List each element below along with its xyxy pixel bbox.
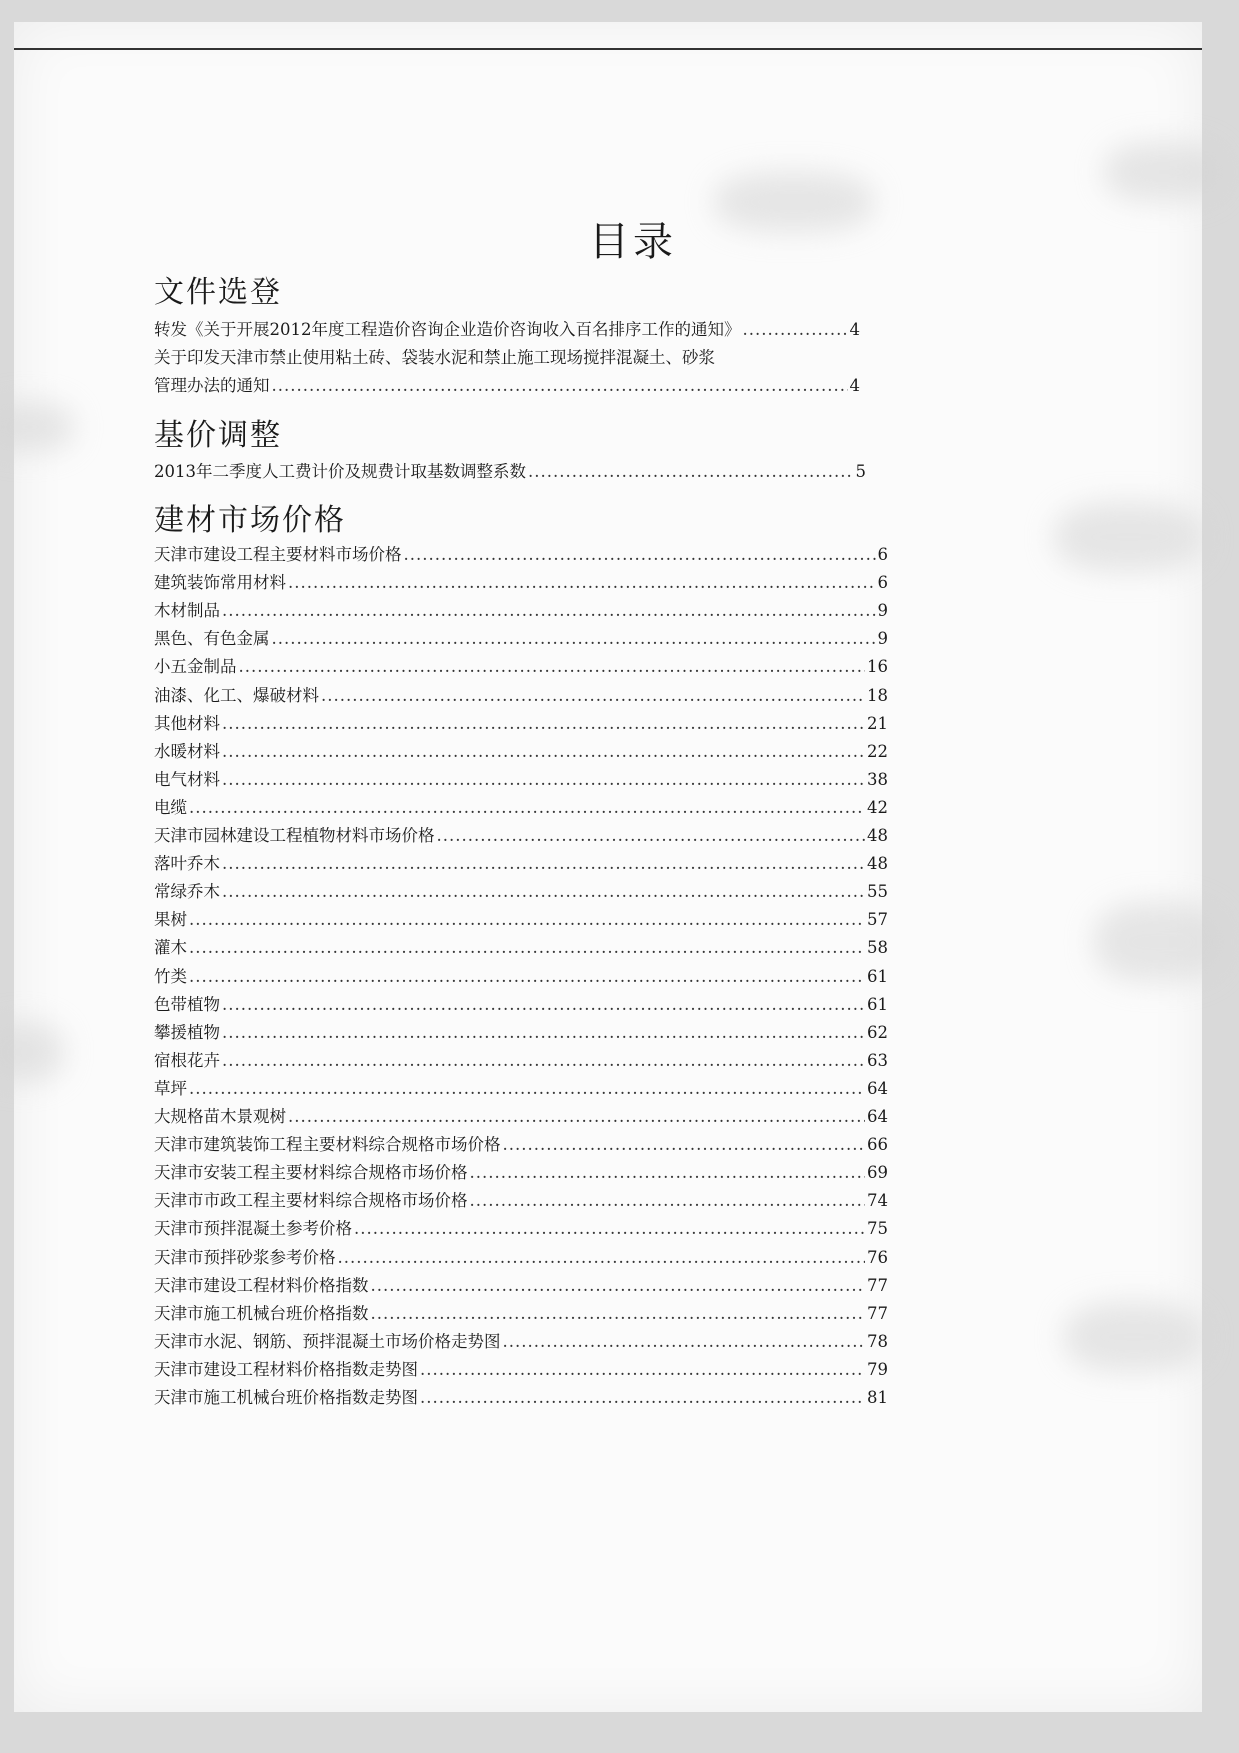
toc-entry[interactable] — [154, 1047, 888, 1073]
toc-entry[interactable] — [154, 597, 888, 623]
toc-page-number: 22 — [867, 741, 888, 761]
toc-entry-label: 天津市施工机械台班价格指数 — [154, 1303, 369, 1323]
toc-entry[interactable] — [154, 906, 888, 932]
toc-page-number: 62 — [867, 1022, 888, 1042]
toc-entry-label: 天津市建设工程材料价格指数走势图 — [154, 1359, 418, 1379]
leader-dots — [338, 1248, 866, 1267]
toc-entry[interactable] — [154, 710, 888, 736]
toc-entry[interactable] — [154, 934, 888, 960]
toc-page-number: 4 — [849, 320, 860, 339]
toc-entry-label: 电气材料 — [154, 769, 220, 789]
toc-page-number: 48 — [867, 854, 888, 874]
toc-entry[interactable] — [154, 1356, 888, 1382]
toc-entry[interactable] — [154, 878, 888, 904]
toc-entry[interactable] — [154, 1187, 888, 1213]
leader-dots — [189, 1079, 865, 1098]
toc-entry[interactable] — [154, 1103, 888, 1129]
toc-page-number: 77 — [867, 1275, 888, 1295]
toc-entry-label: 木材制品 — [154, 601, 220, 621]
toc-entry[interactable] — [154, 1300, 888, 1326]
page-title: 目录 — [589, 219, 677, 265]
leader-dots — [222, 1051, 865, 1070]
toc-page-number: 16 — [867, 657, 888, 677]
scan-smudge — [1094, 902, 1224, 982]
toc-entry-label: 小五金制品 — [154, 657, 237, 677]
toc-page-number: 63 — [867, 1050, 888, 1070]
scan-smudge — [0, 1022, 64, 1082]
toc-entry-label: 天津市建筑装饰工程主要材料综合规格市场价格 — [154, 1135, 501, 1155]
toc-page-number: 48 — [867, 826, 888, 845]
leader-dots — [420, 1388, 865, 1407]
toc-entry-label: 灌木 — [154, 938, 187, 958]
leader-dots — [222, 1023, 865, 1042]
toc-entry[interactable] — [154, 541, 888, 567]
toc-entry-label: 落叶乔木 — [154, 854, 220, 874]
toc-entry-label: 天津市建设工程材料价格指数 — [154, 1275, 369, 1295]
toc-entry[interactable] — [154, 991, 888, 1017]
leader-dots — [528, 462, 854, 481]
leader-dots — [222, 742, 865, 761]
toc-page-number: 79 — [867, 1359, 888, 1379]
toc-page-number: 6 — [877, 573, 888, 593]
toc-page-number: 55 — [867, 882, 888, 902]
toc-page-number: 61 — [867, 966, 888, 986]
toc-page-number: 64 — [867, 1078, 888, 1098]
toc-entry[interactable] — [154, 963, 888, 989]
toc-entry[interactable] — [154, 1215, 888, 1241]
toc-page-number: 38 — [867, 769, 888, 789]
section-heading: 建材市场价格 — [154, 503, 346, 538]
toc-page-number: 9 — [877, 601, 888, 621]
toc-entry-label: 2013年二季度人工费计价及规费计取基数调整系数 — [154, 462, 526, 481]
toc-entry-label: 果树 — [154, 910, 187, 930]
toc-entry-label: 大规格苗木景观树 — [154, 1107, 286, 1126]
toc-page-number: 6 — [877, 545, 888, 564]
toc-entry[interactable] — [154, 682, 888, 708]
toc-page-number: 74 — [867, 1191, 888, 1211]
toc-page-number: 66 — [867, 1135, 888, 1155]
toc-page-number: 76 — [867, 1247, 888, 1267]
toc-page-number: 5 — [855, 462, 866, 481]
toc-entry-label: 攀援植物 — [154, 1022, 220, 1042]
toc-entry[interactable] — [154, 1131, 888, 1157]
leader-dots — [189, 967, 865, 986]
toc-entry-label: 转发《关于开展2012年度工程造价咨询企业造价咨询收入百名排序工作的通知》 — [154, 320, 741, 339]
toc-entry[interactable] — [154, 458, 866, 484]
leader-dots — [222, 995, 865, 1014]
toc-page-number: 21 — [867, 713, 888, 733]
toc-page-number: 9 — [877, 629, 888, 649]
leader-dots — [437, 826, 866, 845]
toc-entry[interactable] — [154, 1019, 888, 1045]
toc-entry[interactable] — [154, 850, 888, 876]
leader-dots — [272, 629, 876, 648]
toc-page-number: 61 — [867, 994, 888, 1014]
toc-entry[interactable] — [154, 372, 860, 398]
leader-dots — [222, 882, 865, 901]
top-rule — [14, 48, 1202, 50]
toc-entry[interactable] — [154, 794, 888, 820]
leader-dots — [288, 1107, 865, 1126]
section-heading: 基价调整 — [154, 418, 282, 453]
toc-entry-label: 色带植物 — [154, 994, 220, 1014]
leader-dots — [222, 601, 876, 620]
leader-dots — [470, 1163, 866, 1182]
toc-entry[interactable] — [154, 822, 888, 848]
toc-entry-label: 油漆、化工、爆破材料 — [154, 685, 319, 705]
leader-dots — [189, 798, 865, 817]
toc-page-number: 77 — [867, 1303, 888, 1323]
toc-entry-label: 天津市施工机械台班价格指数走势图 — [154, 1388, 418, 1407]
toc-entry-label: 黑色、有色金属 — [154, 629, 270, 649]
leader-dots — [404, 545, 876, 564]
toc-entry[interactable] — [154, 316, 860, 342]
toc-entry[interactable] — [154, 569, 888, 595]
toc-entry-label: 其他材料 — [154, 713, 220, 733]
scan-smudge — [1054, 502, 1204, 572]
toc-page-number: 18 — [867, 685, 888, 705]
leader-dots — [189, 910, 865, 929]
leader-dots — [371, 1304, 866, 1323]
toc-page-number: 81 — [867, 1388, 888, 1407]
toc-entry-label: 宿根花卉 — [154, 1050, 220, 1070]
scan-smudge — [0, 402, 74, 452]
leader-dots — [288, 573, 876, 592]
toc-entry[interactable] — [154, 1272, 888, 1298]
leader-dots — [189, 938, 865, 957]
toc-entry-label: 天津市市政工程主要材料综合规格市场价格 — [154, 1191, 468, 1211]
leader-dots — [354, 1219, 865, 1238]
leader-dots — [222, 770, 865, 789]
leader-dots — [503, 1135, 866, 1154]
document-page — [14, 22, 1202, 1712]
toc-entry[interactable] — [154, 1328, 888, 1354]
toc-page-number: 75 — [867, 1219, 888, 1239]
toc-entry[interactable] — [154, 1159, 888, 1185]
leader-dots — [371, 1276, 866, 1295]
scan-smudge — [1104, 142, 1224, 202]
toc-entry-label: 草坪 — [154, 1078, 187, 1098]
toc-entry[interactable] — [154, 625, 888, 651]
toc-entry-label: 天津市预拌混凝土参考价格 — [154, 1219, 352, 1239]
toc-page-number: 69 — [867, 1163, 888, 1183]
leader-dots — [222, 854, 865, 873]
leader-dots — [239, 657, 866, 676]
toc-entry[interactable] — [154, 738, 888, 764]
toc-entry-label: 管理办法的通知 — [154, 376, 270, 395]
toc-entry[interactable] — [154, 1244, 888, 1270]
toc-entry-label: 天津市园林建设工程植物材料市场价格 — [154, 826, 435, 845]
toc-page-number: 64 — [867, 1107, 888, 1126]
toc-entry-label: 水暖材料 — [154, 741, 220, 761]
toc-entry-label: 天津市预拌砂浆参考价格 — [154, 1247, 336, 1267]
toc-page-number: 78 — [867, 1331, 888, 1351]
leader-dots — [743, 320, 848, 339]
toc-entry[interactable] — [154, 1075, 888, 1101]
toc-page-number: 42 — [867, 797, 888, 817]
section-heading: 文件选登 — [154, 275, 282, 310]
leader-dots — [222, 714, 865, 733]
toc-entry[interactable] — [154, 653, 888, 679]
toc-entry[interactable] — [154, 1384, 888, 1410]
toc-page-number: 57 — [867, 910, 888, 930]
leader-dots — [321, 686, 865, 705]
toc-entry-label: 常绿乔木 — [154, 882, 220, 902]
toc-entry-label: 建筑装饰常用材料 — [154, 573, 286, 593]
toc-entry-label-line1: 关于印发天津市禁止使用粘土砖、袋装水泥和禁止施工现场搅拌混凝土、砂浆 — [154, 348, 715, 367]
toc-page-number: 4 — [849, 376, 860, 395]
toc-page-number: 58 — [867, 938, 888, 958]
toc-entry[interactable] — [154, 766, 888, 792]
leader-dots — [272, 376, 848, 395]
toc-entry-label: 电缆 — [154, 797, 187, 817]
toc-entry-label: 竹类 — [154, 966, 187, 986]
toc-entry-label: 天津市水泥、钢筋、预拌混凝土市场价格走势图 — [154, 1331, 501, 1351]
toc-entry-label: 天津市建设工程主要材料市场价格 — [154, 545, 402, 564]
leader-dots — [503, 1332, 866, 1351]
toc-entry-label: 天津市安装工程主要材料综合规格市场价格 — [154, 1163, 468, 1183]
leader-dots — [470, 1191, 866, 1210]
scan-smudge — [1064, 1302, 1204, 1372]
leader-dots — [420, 1360, 865, 1379]
